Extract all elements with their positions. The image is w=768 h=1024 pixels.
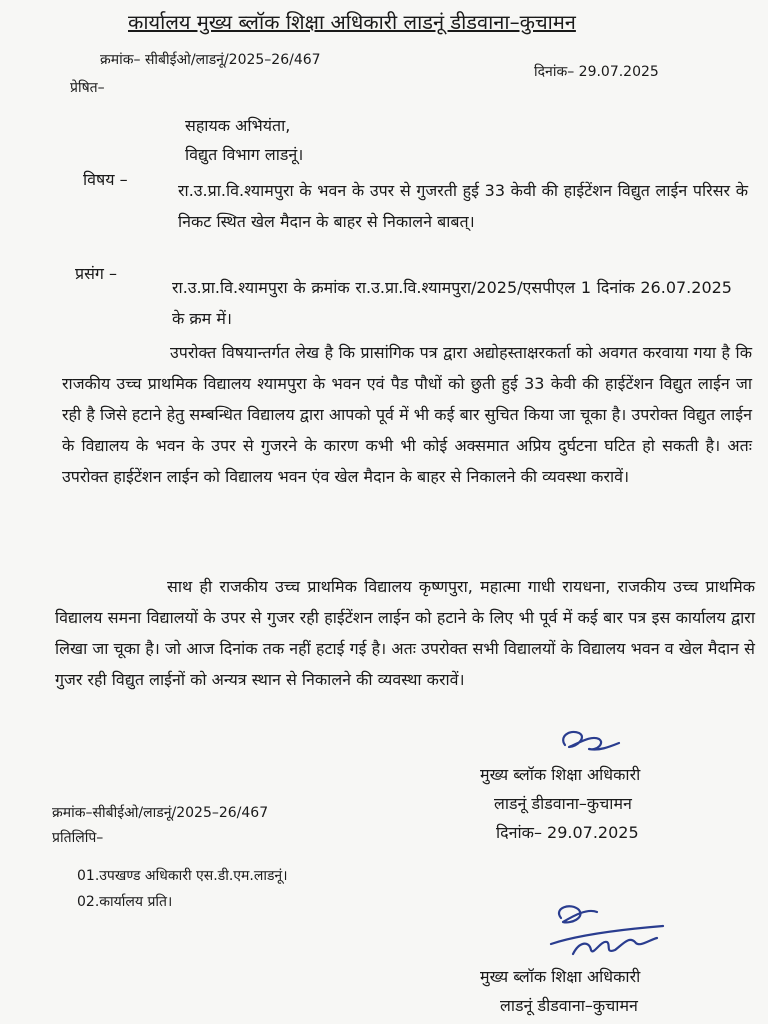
copy-label: प्रतिलिपि– — [52, 830, 104, 846]
body-paragraph-2: साथ ही राजकीय उच्च प्राथमिक विद्यालय कृष्णपुरा, महात्मा गाधी रायधना, राजकीय उच्च प्राथमिक विद्यालय समना विद्यालयों के उपर से गुजर रही हाईटेंशन लाईन को हटाने के लिए भी पूर्व में कई बार पत्र इस कार्यालय द्वारा लिखा जा चूका है। जो आज दिनांक तक नहीं हटाई गई है। अतः उपरोक्त सभी विद्यालयों के विद्यालय भवन व खेल मैदान से गुजर रही विद्युत लाईनों को अन्यत्र स्थान से निकालने की व्यवस्था करावें। — [55, 577, 755, 689]
reference-label: प्रसंग – — [75, 264, 118, 283]
letter-date: दिनांक– 29.07.2025 — [534, 64, 659, 80]
copy-recipient-1: 01.उपखण्ड अधिकारी एस.डी.एम.लाडनूं। — [77, 868, 288, 884]
signatory-date: दिनांक– 29.07.2025 — [496, 823, 639, 842]
signature-1 — [555, 725, 625, 759]
copy-recipient-2: 02.कार्यालय प्रति। — [77, 894, 173, 910]
body-paragraph-1: उपरोक्त विषयान्तर्गत लेख है कि प्रासांगिक पत्र द्वारा अद्योहस्ताक्षरकर्ता को अवगत करवाया गया है कि राजकीय उच्च प्राथमिक विद्यालय श्यामपुरा के भवन एवं पैड पौधों को छुती हुई 33 केवी की हाईटेंशन विद्युत लाईन जा रही है जिसे हटाने हेतु सम्बन्धित विद्यालय द्वारा आपको पूर्व में भी कई बार सुचित किया जा चूका है। उपरोक्त विद्युत लाईन के विद्यालय के भवन के उपर से गुजरने के कारण कभी भी कोई अक्समात अप्रिय दुर्घटना घटित हो सकती है। अतः उपरोक्त हाईटेंशन लाईन को विद्यालय भवन एंव खेल मैदान के बाहर से निकालने की व्यवस्था करावें। — [62, 343, 752, 486]
addressee-line-1: सहायक अभियंता, — [185, 116, 291, 135]
copy-signatory-designation: मुख्य ब्लॉक शिक्षा अधिकारी — [480, 967, 641, 986]
addressee-line-2: विद्युत विभाग लाडनूं। — [185, 145, 304, 164]
office-title: कार्यालय मुख्य ब्लॉक शिक्षा अधिकारी लाडनूं डीडवाना–कुचामन — [128, 10, 576, 34]
subject-text: रा.उ.प्रा.वि.श्यामपुरा के भवन के उपर से गुजरती हुई 33 केवी की हाईटेंशन विद्युत लाईन परिसर के निकट स्थित खेल मैदान के बाहर से निकालने बाबत्। — [178, 181, 748, 231]
reference-text: रा.उ.प्रा.वि.श्यामपुरा के क्रमांक रा.उ.प्रा.वि.श्यामपुरा/2025/एसपीएल 1 दिनांक 26.07.2025 के क्रम में। — [172, 278, 732, 328]
signatory-designation: मुख्य ब्लॉक शिक्षा अधिकारी — [480, 765, 641, 784]
signatory-location: लाडनूं डीडवाना–कुचामन — [494, 794, 632, 813]
signature-block-1 — [480, 760, 640, 847]
copy-signatory-location: लाडनूं डीडवाना–कुचामन — [500, 996, 638, 1015]
reference-number: क्रमांक– सीबीईओ/लाडनूं/2025–26/467 — [100, 52, 321, 68]
sent-to-label: प्रेषित– — [70, 80, 105, 96]
signature-2 — [545, 900, 675, 964]
copy-reference-number: क्रमांक–सीबीईओ/लाडनूं/2025–26/467 — [52, 805, 269, 821]
subject-label: विषय – — [83, 170, 128, 189]
signature-block-2 — [480, 962, 640, 1020]
